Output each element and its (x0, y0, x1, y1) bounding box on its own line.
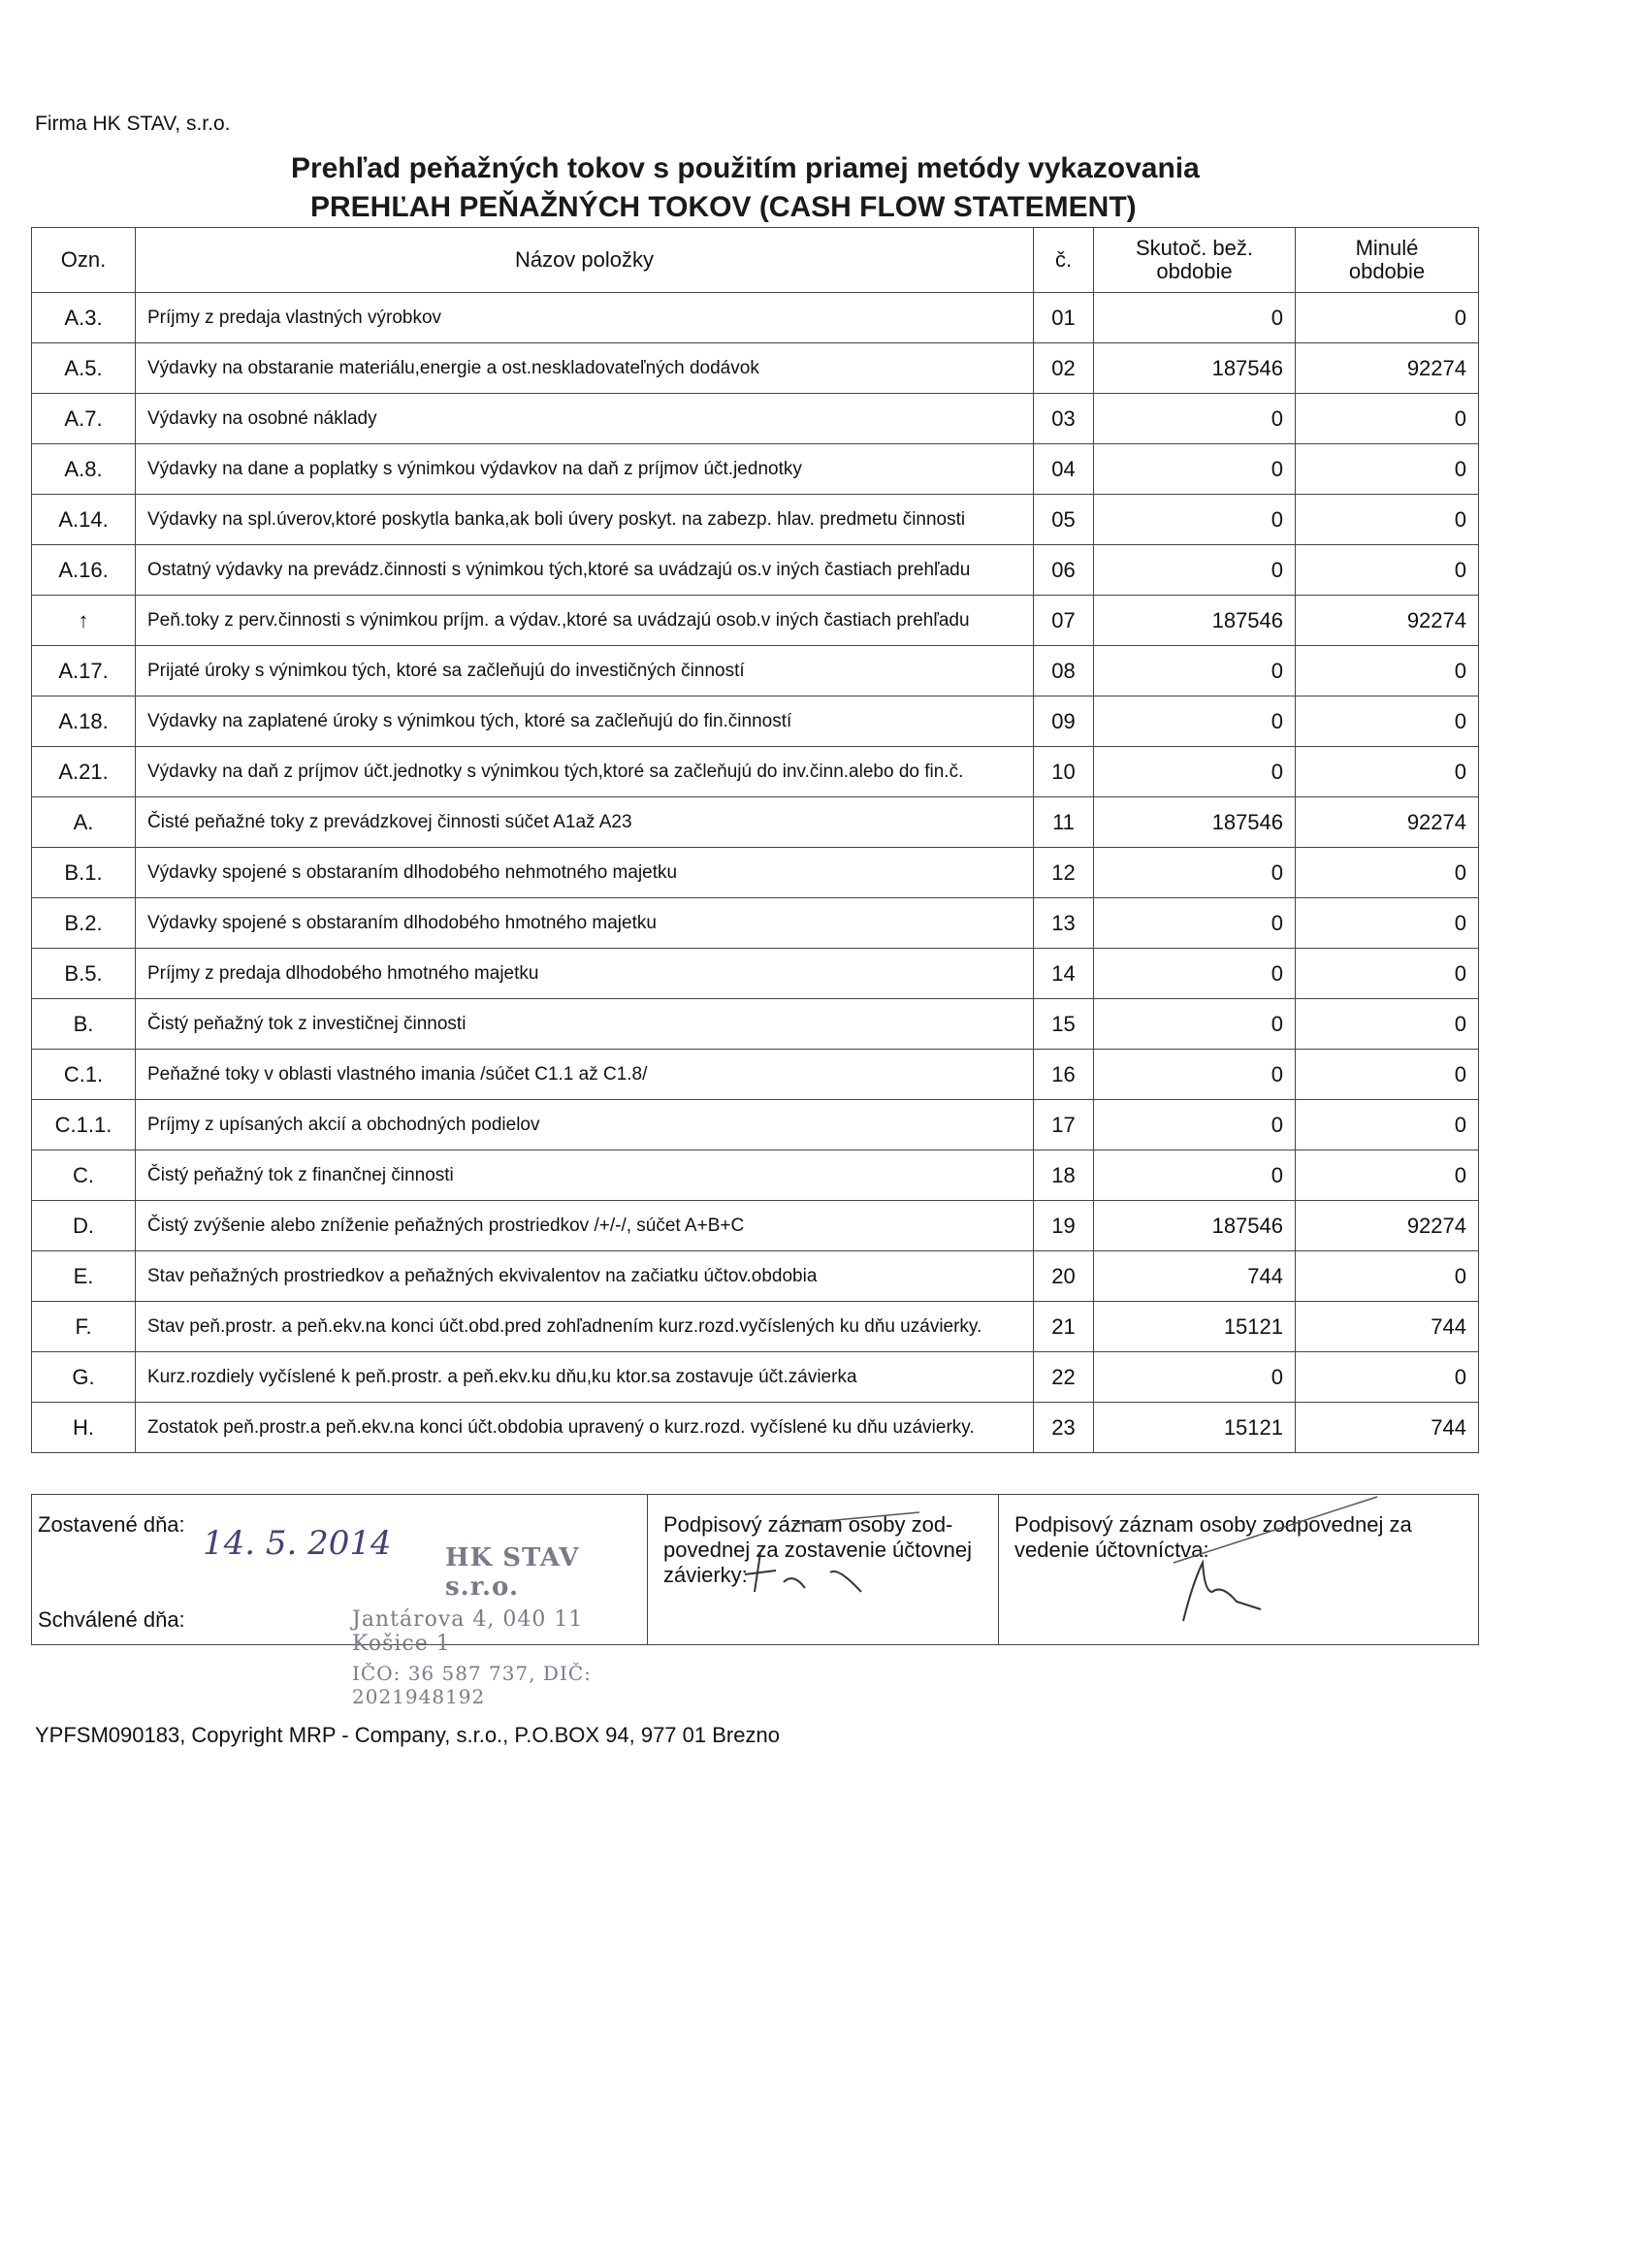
row-name: Čistý peňažný tok z investičnej činnosti (136, 999, 1034, 1050)
table-row (32, 1302, 1479, 1352)
row-current-value: 0 (1094, 1050, 1296, 1100)
cash-flow-table (31, 227, 1479, 1453)
row-previous-value: 0 (1296, 1150, 1479, 1201)
row-name: Prijaté úroky s výnimkou tých, ktoré sa začleňujú do investičných činností (136, 646, 1034, 697)
row-ozn: F. (32, 1302, 136, 1352)
row-previous-value: 92274 (1296, 1201, 1479, 1251)
row-num: 17 (1034, 1100, 1094, 1150)
table-row (32, 797, 1479, 848)
responsible-statement-cell (648, 1495, 999, 1645)
row-current-value: 0 (1094, 898, 1296, 949)
row-current-value: 0 (1094, 697, 1296, 747)
row-previous-value: 0 (1296, 545, 1479, 596)
table-row (32, 596, 1479, 646)
signature-mark-1 (716, 1505, 1007, 1611)
table-row (32, 444, 1479, 495)
row-num: 16 (1034, 1050, 1094, 1100)
row-current-value: 744 (1094, 1251, 1296, 1302)
row-name: Výdavky na obstaranie materiálu,energie a ost.neskladovateľných dodávok (136, 343, 1034, 394)
row-num: 09 (1034, 697, 1094, 747)
row-current-value: 0 (1094, 1150, 1296, 1201)
row-name: Výdavky na zaplatené úroky s výnimkou tých, ktoré sa začleňujú do fin.činností (136, 697, 1034, 747)
row-current-value: 0 (1094, 848, 1296, 898)
table-row (32, 394, 1479, 444)
header-num: č. (1034, 228, 1094, 293)
row-name: Výdavky spojené s obstaraním dlhodobého hmotného majetku (136, 898, 1034, 949)
document-title: Prehľad peňažných tokov s použitím priamej metódy vykazovania (291, 152, 1200, 184)
row-current-value: 0 (1094, 999, 1296, 1050)
row-ozn: C. (32, 1150, 136, 1201)
row-current-value: 0 (1094, 1100, 1296, 1150)
table-row (32, 545, 1479, 596)
row-name: Ostatný výdavky na prevádz.činnosti s výnimkou tých,ktoré sa uvádzajú os.v iných častiach prehľadu (136, 545, 1034, 596)
row-ozn: D. (32, 1201, 136, 1251)
table-row (32, 1150, 1479, 1201)
row-name: Výdavky na spl.úverov,ktoré poskytla banka,ak boli úvery poskyt. na zabezp. hlav. predmetu činnosti (136, 495, 1034, 545)
row-num: 15 (1034, 999, 1094, 1050)
responsible-accounting-text: Podpisový záznam osoby zodpovednej za vedenie účtovníctva: (1014, 1512, 1412, 1562)
row-name: Stav peň.prostr. a peň.ekv.na konci účt.obd.pred zohľadnením kurz.rozd.vyčíslených ku dňu uzávierky. (136, 1302, 1034, 1352)
row-current-value: 0 (1094, 545, 1296, 596)
row-num: 03 (1034, 394, 1094, 444)
row-name: Výdavky na osobné náklady (136, 394, 1034, 444)
row-current-value: 0 (1094, 495, 1296, 545)
table-header-row (32, 228, 1479, 293)
row-ozn: C.1. (32, 1050, 136, 1100)
table-row (32, 1251, 1479, 1302)
row-ozn: H. (32, 1403, 136, 1453)
header-ozn: Ozn. (32, 228, 136, 293)
table-row (32, 848, 1479, 898)
table-row (32, 747, 1479, 797)
header-current-period (1094, 228, 1296, 293)
row-current-value: 0 (1094, 949, 1296, 999)
compiled-approved-cell (32, 1495, 648, 1708)
row-num: 13 (1034, 898, 1094, 949)
table-row (32, 949, 1479, 999)
row-ozn: A.14. (32, 495, 136, 545)
header-previous-line2: obdobie (1348, 259, 1426, 283)
table-row (32, 495, 1479, 545)
table-row (32, 343, 1479, 394)
row-previous-value: 744 (1296, 1403, 1479, 1453)
row-num: 11 (1034, 797, 1094, 848)
row-previous-value: 0 (1296, 1100, 1479, 1150)
row-ozn: B.5. (32, 949, 136, 999)
row-num: 18 (1034, 1150, 1094, 1201)
header-previous-period (1296, 228, 1479, 293)
firm-name: Firma HK STAV, s.r.o. (35, 113, 231, 135)
row-num: 06 (1034, 545, 1094, 596)
table-row (32, 1100, 1479, 1150)
row-previous-value: 0 (1296, 949, 1479, 999)
row-name: Kurz.rozdiely vyčíslené k peň.prostr. a peň.ekv.ku dňu,ku ktor.sa zostavuje účt.závierka (136, 1352, 1034, 1403)
row-previous-value: 0 (1296, 747, 1479, 797)
row-current-value: 0 (1094, 394, 1296, 444)
row-previous-value: 92274 (1296, 596, 1479, 646)
row-name: Čistý peňažný tok z finančnej činnosti (136, 1150, 1034, 1201)
row-ozn: C.1.1. (32, 1100, 136, 1150)
row-current-value: 0 (1094, 444, 1296, 495)
row-current-value: 187546 (1094, 596, 1296, 646)
document-subtitle: PREHĽAH PEŇAŽNÝCH TOKOV (CASH FLOW STATEMENT) (310, 191, 1137, 223)
signature-table (31, 1494, 1479, 1708)
row-name: Zostatok peň.prostr.a peň.ekv.na konci účt.obdobia upravený o kurz.rozd. vyčíslené ku dňu uzávierky. (136, 1403, 1034, 1453)
approved-label: Schválené dňa: (38, 1607, 185, 1632)
table-row (32, 1050, 1479, 1100)
row-name: Príjmy z predaja dlhodobého hmotného majetku (136, 949, 1034, 999)
row-num: 04 (1034, 444, 1094, 495)
table-row (32, 293, 1479, 343)
row-previous-value: 92274 (1296, 797, 1479, 848)
row-previous-value: 0 (1296, 444, 1479, 495)
row-previous-value: 0 (1296, 293, 1479, 343)
row-name: Čisté peňažné toky z prevádzkovej činnosti súčet A1až A23 (136, 797, 1034, 848)
responsible-accounting-cell (999, 1495, 1479, 1645)
row-ozn: A.3. (32, 293, 136, 343)
row-ozn: A.5. (32, 343, 136, 394)
header-previous-line1: Minulé (1355, 236, 1419, 260)
row-num: 05 (1034, 495, 1094, 545)
row-name: Stav peňažných prostriedkov a peňažných ekvivalentov na začiatku účtov.obdobia (136, 1251, 1034, 1302)
row-name: Príjmy z upísaných akcií a obchodných podielov (136, 1100, 1034, 1150)
table-row (32, 697, 1479, 747)
row-current-value: 187546 (1094, 797, 1296, 848)
row-current-value: 0 (1094, 1352, 1296, 1403)
compiled-date-handwritten: 14. 5. 2014 (203, 1524, 392, 1563)
header-name: Názov položky (136, 228, 1034, 293)
row-current-value: 0 (1094, 747, 1296, 797)
row-ozn: A.21. (32, 747, 136, 797)
row-current-value: 15121 (1094, 1403, 1296, 1453)
stamp-ids: IČO: 36 587 737, DIČ: 2021948192 (352, 1662, 592, 1708)
row-num: 23 (1034, 1403, 1094, 1453)
row-previous-value: 0 (1296, 898, 1479, 949)
row-ozn: A.16. (32, 545, 136, 596)
table-row (32, 898, 1479, 949)
row-ozn: G. (32, 1352, 136, 1403)
row-name: Výdavky na daň z príjmov účt.jednotky s výnimkou tých,ktoré sa začleňujú do inv.činn.alebo do fin.č. (136, 747, 1034, 797)
row-num: 01 (1034, 293, 1094, 343)
row-num: 12 (1034, 848, 1094, 898)
row-name: Výdavky spojené s obstaraním dlhodobého nehmotného majetku (136, 848, 1034, 898)
row-num: 20 (1034, 1251, 1094, 1302)
row-ozn: B. (32, 999, 136, 1050)
row-current-value: 0 (1094, 293, 1296, 343)
row-previous-value: 0 (1296, 1352, 1479, 1403)
row-ozn: B.2. (32, 898, 136, 949)
row-previous-value: 744 (1296, 1302, 1479, 1352)
table-row (32, 1352, 1479, 1403)
row-current-value: 15121 (1094, 1302, 1296, 1352)
signature-mark-2 (1057, 1495, 1445, 1640)
row-ozn: B.1. (32, 848, 136, 898)
row-ozn: A.17. (32, 646, 136, 697)
row-previous-value: 0 (1296, 394, 1479, 444)
row-name: Peňažné toky v oblasti vlastného imania /súčet C1.1 až C1.8/ (136, 1050, 1034, 1100)
company-stamp (352, 1543, 647, 1708)
row-previous-value: 0 (1296, 848, 1479, 898)
row-previous-value: 0 (1296, 1050, 1479, 1100)
row-name: Príjmy z predaja vlastných výrobkov (136, 293, 1034, 343)
row-ozn: E. (32, 1251, 136, 1302)
row-name: Výdavky na dane a poplatky s výnimkou výdavkov na daň z príjmov účt.jednotky (136, 444, 1034, 495)
row-num: 08 (1034, 646, 1094, 697)
table-row (32, 1201, 1479, 1251)
footer-copyright: YPFSM090183, Copyright MRP - Company, s.r.o., P.O.BOX 94, 977 01 Brezno (35, 1723, 780, 1747)
table-row (32, 999, 1479, 1050)
row-num: 14 (1034, 949, 1094, 999)
row-num: 22 (1034, 1352, 1094, 1403)
compiled-label: Zostavené dňa: (38, 1512, 185, 1537)
row-previous-value: 0 (1296, 646, 1479, 697)
row-name: Peň.toky z perv.činnosti s výnimkou príjm. a výdav.,ktoré sa uvádzajú osob.v iných častiach prehľadu (136, 596, 1034, 646)
row-current-value: 187546 (1094, 1201, 1296, 1251)
row-ozn: A.18. (32, 697, 136, 747)
stamp-company: HK STAV s.r.o. (445, 1543, 580, 1602)
row-num: 07 (1034, 596, 1094, 646)
row-num: 10 (1034, 747, 1094, 797)
row-ozn: A. (32, 797, 136, 848)
row-previous-value: 0 (1296, 999, 1479, 1050)
table-row (32, 646, 1479, 697)
table-row (32, 1403, 1479, 1453)
row-ozn: ↑ (32, 596, 136, 646)
row-num: 19 (1034, 1201, 1094, 1251)
row-ozn: A.8. (32, 444, 136, 495)
row-previous-value: 0 (1296, 1251, 1479, 1302)
row-previous-value: 0 (1296, 697, 1479, 747)
row-num: 21 (1034, 1302, 1094, 1352)
row-ozn: A.7. (32, 394, 136, 444)
stamp-address: Jantárova 4, 040 11 Košice 1 (352, 1607, 584, 1656)
row-name: Čistý zvýšenie alebo zníženie peňažných prostriedkov /+/-/, súčet A+B+C (136, 1201, 1034, 1251)
header-current-line1: Skutoč. bež. (1135, 236, 1254, 260)
row-current-value: 0 (1094, 646, 1296, 697)
responsible-statement-text: Podpisový záznam osoby zod-povednej za zostavenie účtovnej závierky: (663, 1512, 972, 1587)
row-previous-value: 0 (1296, 495, 1479, 545)
row-previous-value: 92274 (1296, 343, 1479, 394)
row-num: 02 (1034, 343, 1094, 394)
header-current-line2: obdobie (1156, 259, 1233, 283)
row-current-value: 187546 (1094, 343, 1296, 394)
